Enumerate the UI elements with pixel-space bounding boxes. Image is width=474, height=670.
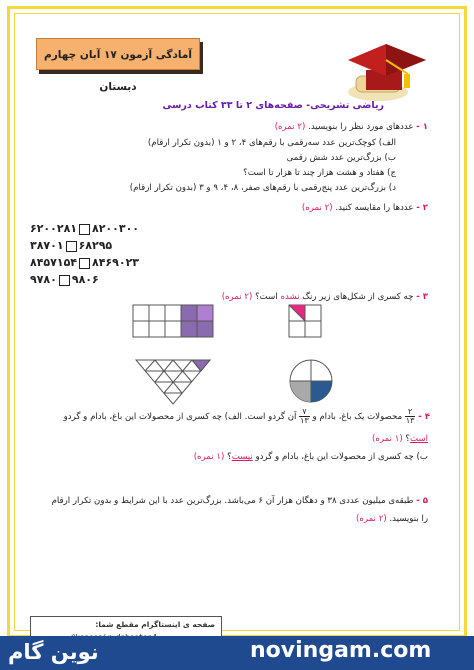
q2-text: عددها را مقایسه کنید.	[335, 203, 414, 213]
compare-right: ۹۸۰۶	[71, 273, 99, 286]
q4-b-text: ب) چه کسری از محصولات این باغ، بادام و گردو	[255, 452, 428, 462]
q3-points: (۲ نمره)	[221, 292, 253, 302]
circle-figure	[288, 358, 334, 404]
brand-name: نوین گام	[8, 640, 99, 664]
q4-points-b: (۱ نمره)	[193, 452, 225, 462]
square-figure	[288, 304, 322, 338]
q4-part-b	[48, 452, 428, 463]
question-4	[30, 408, 430, 425]
compare-left: ۸۴۵۷۱۵۴	[30, 256, 77, 269]
frac1-numerator: ۲	[405, 408, 416, 417]
q1-item-a: الف) کوچک‌ترین عدد سه‌رقمی با رقم‌های ۴، ۲ و ۱ (بدون تکرار ارقام)	[147, 138, 396, 148]
compare-box[interactable]	[59, 275, 70, 286]
question-5	[28, 496, 428, 507]
q4-text-2: آن گردو است. الف) چه کسری از محصولات این باغ، بادام و گردو	[63, 412, 297, 422]
section-subtitle: ریاضی تشریحی- صفحه‌های ۲ تا ۳۳ کتاب درسی	[162, 100, 384, 111]
compare-box[interactable]	[66, 241, 77, 252]
q5-line-2	[48, 514, 428, 525]
q1-points: (۲ نمره)	[274, 122, 306, 132]
q4-b-rest: ؟	[227, 452, 232, 462]
question-1	[48, 122, 428, 133]
question-3	[48, 292, 428, 303]
q1-text: عددهای مورد نظر را بنویسید.	[308, 122, 414, 132]
q4-line-2	[48, 434, 428, 445]
q5-line-1: طبقه‌ی میلیون عددی ۳۸ و دهگان هزار آن ۶ می‌باشد. بزرگ‌ترین عدد با این شرایط و بدون تکرار ارقام	[51, 496, 414, 506]
frac1-denominator: ۱۳	[405, 416, 415, 425]
q4-text-1: محصولات یک باغ، بادام و	[312, 412, 403, 422]
triangle-figure	[134, 358, 212, 406]
q1-number: ۱ -	[416, 122, 428, 132]
q4-rest: ؟	[405, 434, 410, 444]
q3-text-b: است؟	[255, 292, 278, 302]
compare-row	[30, 273, 99, 286]
q4-number: ۴ -	[418, 412, 430, 422]
q4-b-em: نیست	[231, 452, 253, 462]
brand-bar-left	[0, 636, 238, 670]
question-2	[48, 203, 428, 214]
compare-box[interactable]	[79, 224, 90, 235]
q4-points-a: (۱ نمره)	[371, 434, 403, 444]
compare-right: ۶۸۲۹۵	[78, 239, 113, 252]
compare-right: ۸۴۶۹۰۲۳	[92, 256, 139, 269]
q1-item-d: د) بزرگ‌ترین عدد پنج‌رقمی با رقم‌های صفر، ۸، ۴، ۹ و ۳ (بدون تکرار ارقام)	[129, 183, 396, 193]
exam-title-box	[36, 38, 200, 93]
q3-number: ۳ -	[416, 292, 428, 302]
exam-title: آمادگی آزمون ۱۷ آبان چهارم دبستان	[44, 49, 192, 93]
compare-box[interactable]	[79, 258, 90, 269]
graduation-cap-icon	[338, 30, 432, 110]
q2-number: ۲ -	[416, 203, 428, 213]
compare-left: ۳۸۷۰۱	[30, 239, 64, 252]
q5-number: ۵ -	[416, 496, 428, 506]
grid-figure	[132, 304, 218, 338]
q5-line-2-text: را بنویسید.	[389, 514, 428, 524]
q4-fraction-1	[405, 408, 416, 425]
q3-text-em: نشده	[280, 292, 300, 302]
compare-right: ۸۲۰۰۳۰۰	[92, 222, 139, 235]
frac2-denominator: ۱۳	[300, 416, 309, 425]
compare-row	[30, 256, 139, 269]
q2-points: (۲ نمره)	[301, 203, 333, 213]
compare-left: ۶۲۰۰۲۸۱	[30, 222, 77, 235]
frac2-numerator: ۷	[299, 408, 310, 417]
compare-row	[30, 222, 139, 235]
instagram-label: صفحه ی اینستاگرام مقطع شما:	[95, 620, 215, 629]
q1-item-c: ج) هفتاد و هشت هزار چند تا هزار تا است؟	[243, 168, 396, 178]
brand-url[interactable]: novingam.com	[250, 638, 432, 663]
q3-text-a: چه کسری از شکل‌های زیر رنگ	[302, 292, 414, 302]
q4-em: است	[409, 434, 428, 444]
q4-fraction-2	[299, 408, 310, 425]
compare-row	[30, 239, 112, 252]
q5-points: (۲ نمره)	[355, 514, 387, 524]
q1-item-b: ب) بزرگ‌ترین عدد شش رقمی	[286, 153, 396, 163]
compare-left: ۹۷۸۰	[30, 273, 57, 286]
